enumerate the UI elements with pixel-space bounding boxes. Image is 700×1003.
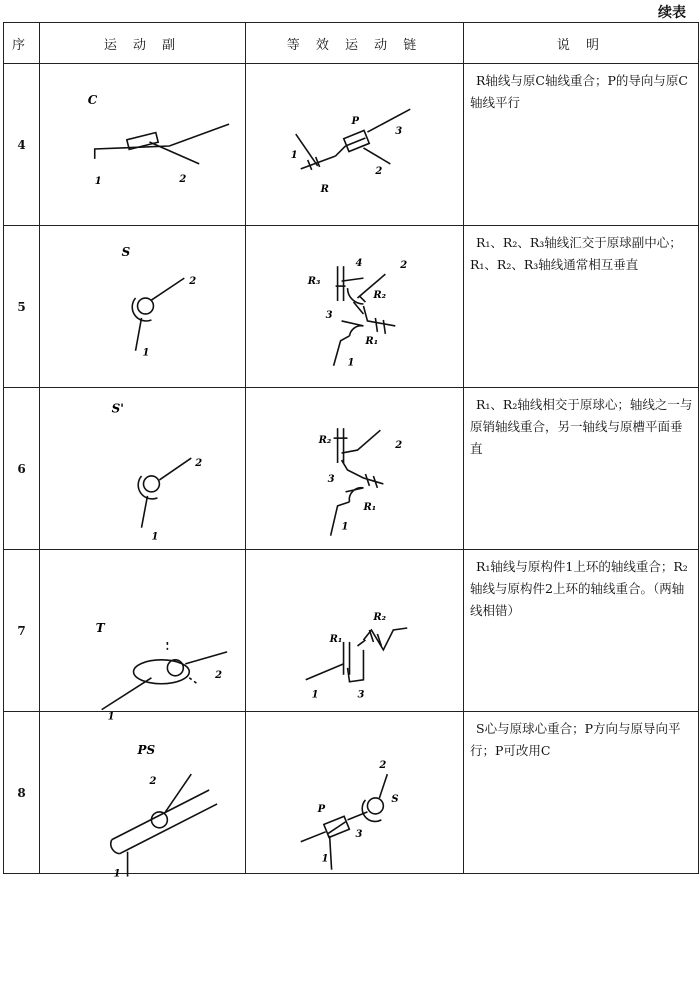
pair-title: S' [111, 401, 124, 416]
description: R轴线与原C轴线重合；P的导向与原C轴线平行 [464, 64, 699, 226]
pair-label-1: 1 [151, 531, 159, 543]
pair-title: C [87, 93, 98, 108]
chain-label-r2: R₂ [373, 612, 387, 624]
chain-label-r2: R₂ [318, 435, 332, 447]
pair-label-2: 2 [215, 669, 223, 681]
pair-label-2: 2 [189, 276, 197, 288]
pair-figure [40, 388, 246, 550]
continued-label: 续表 [658, 5, 686, 21]
prism-sphere-pair-diagram [40, 712, 245, 880]
row-number: 5 [4, 226, 40, 388]
pair-label-2: 2 [179, 173, 187, 185]
chain-label-1: 1 [290, 149, 298, 161]
header-desc: 说 明 [464, 23, 699, 64]
chain-figure [246, 388, 464, 550]
pair-title: S [121, 245, 131, 260]
chain-label-1: 1 [321, 853, 329, 865]
chain-label-r1: R₁ [365, 335, 379, 347]
description: S心与原球心重合；P方向与原导向平行；P可改用C [464, 712, 699, 874]
chain-label-p: P [317, 803, 326, 815]
pin-slot-sphere-chain-diagram [246, 388, 463, 548]
chain-label-p: P [351, 116, 359, 128]
table-row [4, 64, 699, 226]
pair-label-1: 1 [94, 175, 102, 187]
pair-figure [40, 550, 246, 723]
header-chain: 等 效 运 动 链 [246, 23, 464, 64]
pair-figure [40, 226, 246, 388]
chain-figure [246, 64, 464, 226]
table-row [4, 712, 699, 874]
description: R₁、R₂、R₃轴线汇交于原球副中心；R₁、R₂、R₃轴线通常相互垂直 [464, 226, 699, 388]
pair-label-2: 2 [195, 458, 203, 470]
chain-figure [246, 226, 464, 388]
description: R₁轴线与原构件1上环的轴线重合；R₂轴线与原构件2上环的轴线重合。（两轴线相错） [464, 550, 699, 712]
row-number: 7 [4, 550, 40, 712]
description: R₁、R₂轴线相交于原球心；轴线之一与原销轴线重合，另一轴线与原槽平面垂直 [464, 388, 699, 550]
pair-label-1: 1 [142, 347, 150, 359]
chain-label-s: S [391, 793, 399, 805]
cylinder-chain-diagram [246, 64, 463, 224]
chain-figure [246, 550, 464, 712]
torus-pair-diagram [40, 550, 245, 723]
chain-label-1: 1 [341, 521, 349, 533]
torus-chain-diagram [246, 550, 463, 710]
header-no: 序 [4, 23, 40, 64]
table-row [4, 226, 699, 388]
header-pair: 运 动 副 [40, 23, 246, 64]
chain-label-2: 2 [375, 165, 383, 177]
chain-label-r2: R₂ [373, 290, 387, 302]
chain-label-4: 4 [355, 258, 363, 270]
chain-figure [246, 712, 464, 874]
kinematic-pair-table [3, 22, 699, 880]
chain-label-1: 1 [347, 357, 355, 369]
chain-label-1: 1 [311, 689, 319, 701]
chain-label-r1: R₁ [329, 633, 343, 645]
pair-label-1: 1 [113, 868, 121, 880]
pair-label-1: 1 [107, 711, 115, 723]
chain-label-2: 2 [395, 440, 403, 452]
chain-label-r1: R₁ [363, 501, 377, 513]
spherical-chain-diagram [246, 226, 463, 386]
chain-label-3: 3 [327, 473, 335, 485]
chain-label-3: 3 [325, 309, 333, 321]
chain-label-3: 3 [355, 828, 363, 840]
chain-label-r: R [320, 183, 329, 195]
pair-figure [40, 64, 246, 226]
table-row [4, 550, 699, 712]
row-number: 8 [4, 712, 40, 874]
pair-title: PS [137, 743, 156, 758]
table-row [4, 388, 699, 550]
pair-figure [40, 712, 246, 880]
pair-title: T [95, 620, 105, 635]
chain-label-3: 3 [357, 689, 365, 701]
cylinder-pair-diagram [40, 64, 245, 224]
spherical-pair-diagram [40, 226, 245, 386]
chain-label-2: 2 [400, 260, 408, 272]
prism-sphere-chain-diagram [246, 712, 463, 872]
row-number: 4 [4, 64, 40, 226]
chain-label-3: 3 [395, 126, 403, 138]
table-header-row [4, 23, 699, 64]
row-number: 6 [4, 388, 40, 550]
chain-label-2: 2 [379, 760, 387, 772]
pin-slot-sphere-pair-diagram [40, 388, 245, 548]
pair-label-2: 2 [149, 776, 157, 788]
chain-label-r3: R₃ [307, 276, 321, 288]
